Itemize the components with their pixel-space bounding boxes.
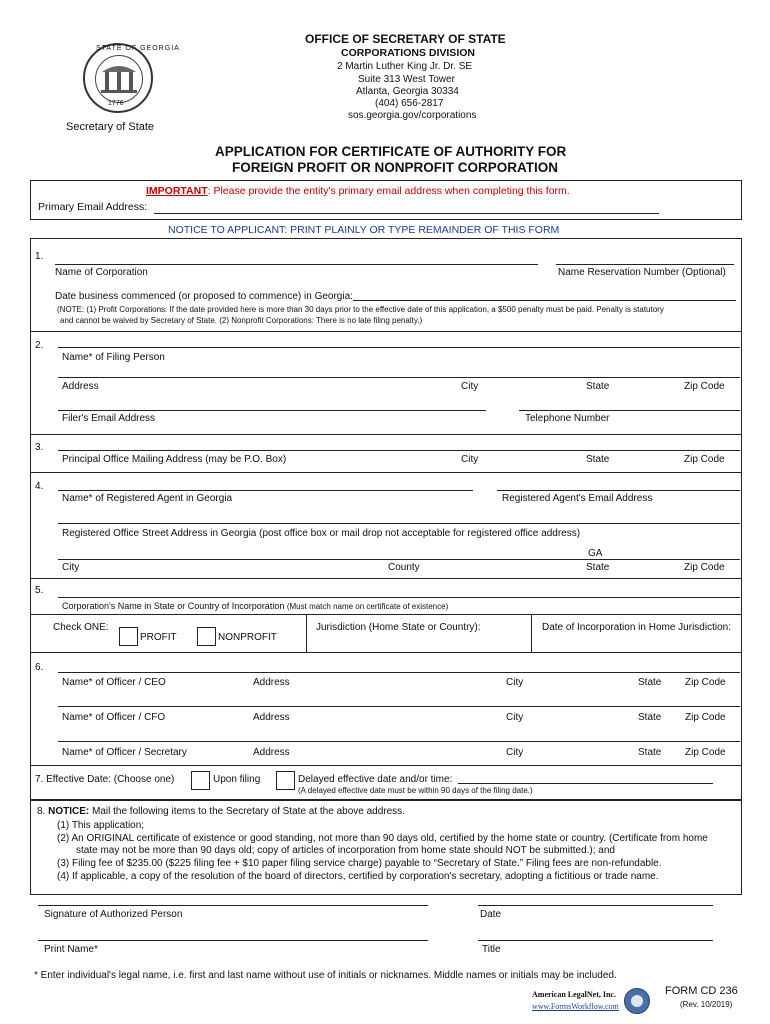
seal-arch-icon: [95, 55, 143, 103]
profit-label: PROFIT: [140, 632, 177, 643]
filer-address-label: Address: [62, 381, 99, 392]
title-field[interactable]: [478, 940, 713, 941]
section-1-number: 1.: [35, 251, 44, 262]
notice-item-4: (4) If applicable, a copy of the resolution of the board of directors, certified by corporation's secretary, adopting a fictitious or trade name.: [57, 871, 659, 882]
signature-field[interactable]: [38, 905, 428, 906]
jurisdiction-label: Jurisdiction (Home State or Country):: [316, 622, 481, 633]
date-field[interactable]: [478, 905, 713, 906]
primary-email-label: Primary Email Address:: [38, 201, 148, 213]
principal-zip-label: Zip Code: [684, 454, 725, 465]
divider: [30, 434, 742, 435]
important-text: : Please provide the entity's primary email address when completing this form.: [207, 185, 570, 197]
officer-secretary-zip: Zip Code: [685, 747, 726, 758]
registered-state-label: State: [586, 562, 610, 573]
filer-address-field[interactable]: [58, 377, 740, 378]
state-ga-value: GA: [588, 548, 603, 559]
notice-text: Mail the following items to the Secretary of State at the above address.: [92, 806, 405, 817]
notice-item-1: (1) This application;: [57, 820, 145, 831]
officer-cfo-label: Name* of Officer / CFO: [62, 712, 166, 723]
delayed-date-field[interactable]: [458, 783, 713, 784]
corporation-name-label: Name of Corporation: [55, 267, 148, 278]
date-commenced-field[interactable]: [353, 300, 736, 301]
effective-date-label: 7. Effective Date: (Choose one): [35, 774, 175, 785]
principal-address-field[interactable]: [58, 450, 740, 451]
nonprofit-checkbox[interactable]: [197, 627, 216, 646]
officer-ceo-state: State: [638, 677, 662, 688]
form-title-line-1: APPLICATION FOR CERTIFICATE OF AUTHORITY FOR: [215, 144, 567, 159]
registered-county-label: County: [388, 562, 420, 573]
agent-email-field[interactable]: [497, 490, 740, 491]
brand-url[interactable]: www.FormsWorkflow.com: [532, 1002, 619, 1011]
notice-bar: NOTICE TO APPLICANT: PRINT PLAINLY OR TYPE REMAINDER OF THIS FORM: [168, 224, 560, 236]
filer-state-label: State: [586, 381, 610, 392]
notice-line: [37, 806, 405, 817]
primary-email-field[interactable]: [154, 213, 659, 214]
filer-city-label: City: [461, 381, 479, 392]
agent-name-field[interactable]: [58, 490, 473, 491]
officer-ceo-zip: Zip Code: [685, 677, 726, 688]
filer-name-field[interactable]: [58, 347, 740, 348]
important-label: IMPORTANT: [146, 185, 208, 197]
principal-city-label: City: [461, 454, 479, 465]
delayed-date-label: Delayed effective date and/or time:: [298, 774, 453, 785]
home-name-note: (Must match name on certificate of existence): [286, 602, 449, 611]
officer-secretary-label: Name* of Officer / Secretary: [62, 747, 187, 758]
officer-ceo-field[interactable]: [58, 672, 740, 673]
filer-email-label: Filer's Email Address: [62, 413, 156, 424]
form-number: FORM CD 236: [665, 985, 738, 997]
date-commenced-label: Date business commenced (or proposed to commence) in Georgia:: [55, 291, 353, 302]
officer-ceo-label: Name* of Officer / CEO: [62, 677, 166, 688]
date-label: Date: [480, 909, 502, 920]
registered-zip-label: Zip Code: [684, 562, 725, 573]
divider-vertical: [531, 614, 532, 652]
delayed-date-checkbox[interactable]: [276, 771, 295, 790]
divider: [30, 765, 742, 766]
home-name-text: Corporation's Name in State or Country of Incorporation: [62, 601, 285, 611]
section-1-note-2: and cannot be waived by Secretary of State. (2) Nonprofit Corporations: There is no late filing penalty.): [60, 316, 423, 325]
officer-secretary-city: City: [506, 747, 524, 758]
officer-cfo-field[interactable]: [58, 706, 740, 707]
officer-cfo-address: Address: [253, 712, 290, 723]
officer-ceo-city: City: [506, 677, 524, 688]
brand-name: American LegalNet, Inc.: [532, 990, 616, 999]
seal-text: STATE OF GEORGIA: [96, 45, 180, 52]
principal-address-label: Principal Office Mailing Address (may be P.O. Box): [62, 454, 287, 465]
section-5-number: 5.: [35, 585, 44, 596]
divider: [30, 331, 742, 332]
divider: [30, 652, 742, 653]
form-revision: (Rev. 10/2019): [680, 1000, 733, 1009]
section-3-number: 3.: [35, 442, 44, 453]
profit-checkbox[interactable]: [119, 627, 138, 646]
division-title: CORPORATIONS DIVISION: [341, 47, 475, 59]
address-line-1: 2 Martin Luther King Jr. Dr. SE: [337, 61, 473, 72]
check-one-label: Check ONE:: [53, 622, 109, 633]
notice-item-2: (2) An ORIGINAL certificate of existence or good standing, not more than 90 days old, certified by the home state or country. (Certificate from home: [57, 833, 708, 844]
signature-label: Signature of Authorized Person: [44, 909, 183, 920]
upon-filing-checkbox[interactable]: [191, 771, 210, 790]
registered-city-label: City: [62, 562, 80, 573]
print-name-field[interactable]: [38, 940, 428, 941]
section-4-number: 4.: [35, 481, 44, 492]
officer-secretary-address: Address: [253, 747, 290, 758]
officer-secretary-state: State: [638, 747, 662, 758]
officer-cfo-city: City: [506, 712, 524, 723]
footnote: * Enter individual's legal name, i.e. first and last name without use of initials or nicknames. Middle names or initials may be included.: [34, 970, 617, 981]
agent-email-label: Registered Agent's Email Address: [502, 493, 653, 504]
section-8-number: 8.: [37, 806, 46, 817]
registered-city-field[interactable]: [58, 559, 740, 560]
important-note: [146, 185, 570, 197]
section-1-note-1: (NOTE: (1) Profit Corporations: If the date provided here is more than 30 days prior to the effective date of this application, a $500 penalty must be paid. Penalty is statutory: [57, 305, 664, 314]
home-name-field[interactable]: [58, 597, 740, 598]
officer-cfo-zip: Zip Code: [685, 712, 726, 723]
reservation-number-field[interactable]: [556, 264, 734, 265]
officer-secretary-field[interactable]: [58, 741, 740, 742]
seal-year: 1776: [108, 100, 124, 107]
divider: [30, 614, 742, 615]
corporation-name-field[interactable]: [55, 264, 538, 265]
print-name-label: Print Name*: [44, 944, 98, 955]
notice-item-3: (3) Filing fee of $235.00 ($225 filing fee + $10 paper filing service charge) payable to “Secretary of State.” Filing fees are non-refundable.: [57, 858, 662, 869]
reservation-number-label: Name Reservation Number (Optional): [558, 267, 726, 278]
registered-office-field[interactable]: [58, 523, 740, 524]
upon-filing-label: Upon filing: [213, 774, 261, 785]
section-6-number: 6.: [35, 662, 44, 673]
notice-label: NOTICE:: [48, 806, 90, 817]
section-2-number: 2.: [35, 340, 44, 351]
brand-logo-icon: [624, 988, 650, 1014]
divider: [30, 578, 742, 579]
registered-office-label: Registered Office Street Address in Georgia (post office box or mail drop not acceptable for registered office address): [62, 528, 581, 539]
filer-phone-field[interactable]: [519, 410, 740, 411]
principal-state-label: State: [586, 454, 610, 465]
home-name-label: [62, 601, 448, 611]
delayed-date-note: (A delayed effective date must be within 90 days of the filing date.): [298, 786, 533, 795]
filer-phone-label: Telephone Number: [525, 413, 610, 424]
seal-caption: Secretary of State: [66, 121, 155, 133]
divider-vertical: [306, 614, 307, 652]
notice-item-2-cont: state may not be more than 90 days old; copy of articles of incorporation from home state should NOT be submitted.); and: [76, 845, 615, 856]
agent-name-label: Name* of Registered Agent in Georgia: [62, 493, 233, 504]
filer-zip-label: Zip Code: [684, 381, 725, 392]
date-incorporation-label: Date of Incorporation in Home Jurisdiction:: [542, 622, 731, 633]
filer-email-field[interactable]: [58, 410, 486, 411]
office-title: OFFICE OF SECRETARY OF STATE: [305, 32, 506, 46]
website: sos.georgia.gov/corporations: [348, 110, 477, 121]
officer-cfo-state: State: [638, 712, 662, 723]
nonprofit-label: NONPROFIT: [218, 632, 277, 643]
title-label: Title: [482, 944, 501, 955]
officer-ceo-address: Address: [253, 677, 290, 688]
divider: [30, 472, 742, 473]
phone-number: (404) 656-2817: [375, 98, 444, 109]
address-line-3: Atlanta, Georgia 30334: [356, 86, 459, 97]
form-title-line-2: FOREIGN PROFIT OR NONPROFIT CORPORATION: [232, 160, 558, 175]
filer-name-label: Name* of Filing Person: [62, 352, 165, 363]
address-line-2: Suite 313 West Tower: [358, 74, 455, 85]
